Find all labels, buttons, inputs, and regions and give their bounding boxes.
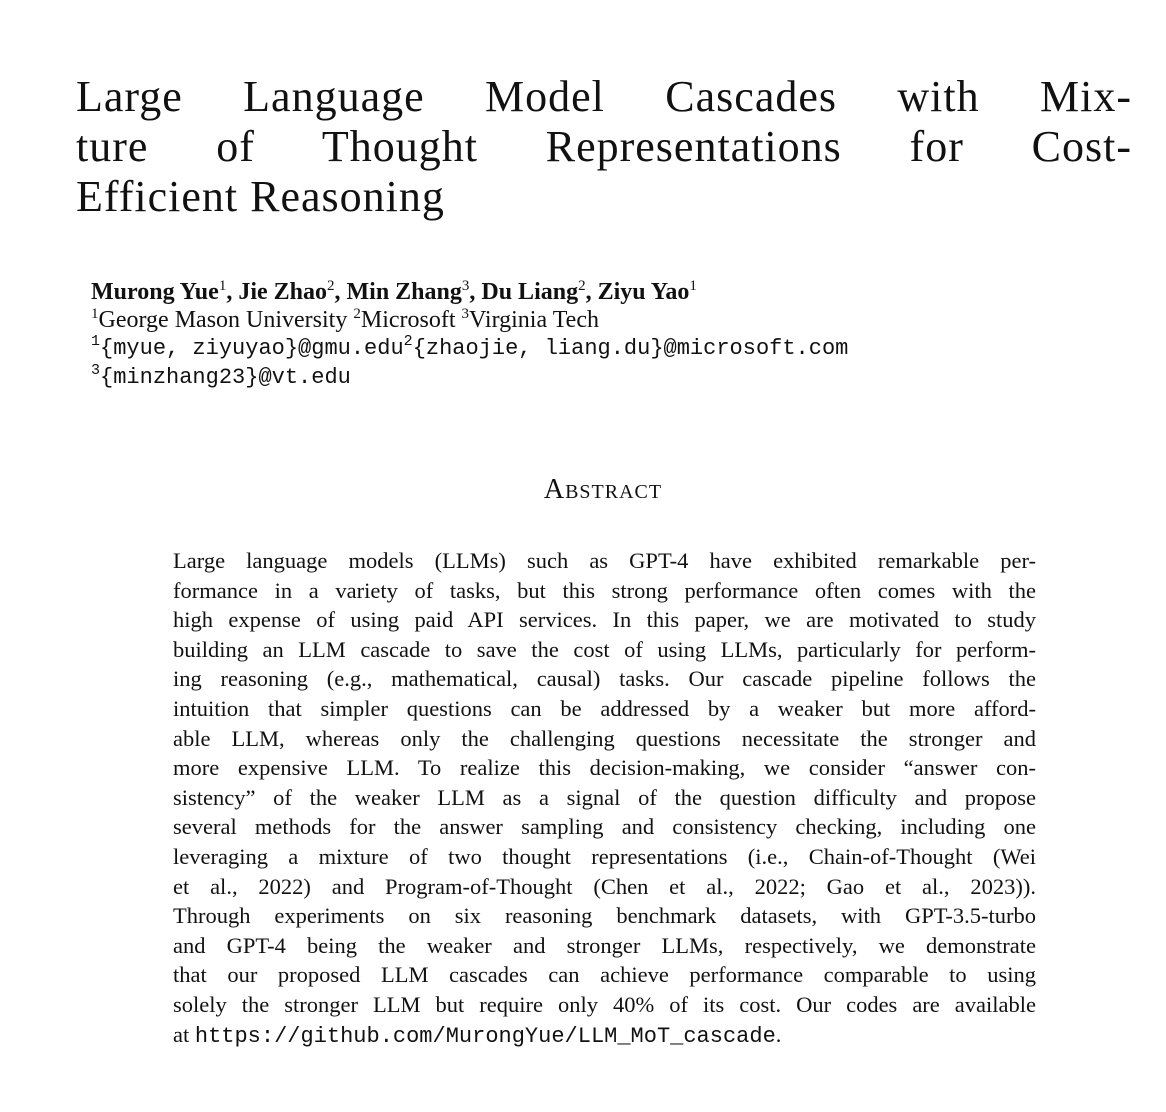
abstract-last-line [173, 1020, 1036, 1052]
affiliation: Microsoft [360, 307, 456, 333]
email: {zhaojie, liang.du}@microsoft.com [412, 336, 849, 361]
author-block [91, 278, 1091, 392]
abstract-line: that our proposed LLM cascades can achieve performance comparable to using [173, 962, 1036, 988]
abstract-line: several methods for the answer sampling and consistency checking, including one [173, 814, 1036, 840]
abstract-last-suffix: . [775, 1021, 782, 1047]
author-name: Jie Zhao [238, 279, 327, 305]
email-sup: 3 [91, 362, 101, 379]
author-sup: 3 [461, 278, 470, 294]
abstract-body [173, 546, 1036, 1051]
abstract-line: sistency” of the weaker LLM as a signal of the question difficulty and propose [173, 784, 1036, 810]
abstract-line: and GPT-4 being the weaker and stronger LLMs, respectively, we demonstrate [173, 932, 1036, 958]
author-sup: 1 [218, 278, 227, 294]
abstract-line: intuition that simpler questions can be addressed by a weaker but more afford- [173, 695, 1036, 721]
abstract-line: leveraging a mixture of two thought representations (i.e., Chain-of-Thought (Wei [173, 843, 1036, 869]
abstract-line: formance in a variety of tasks, but this strong performance often comes with the [173, 577, 1036, 603]
affiliation: Virginia Tech [469, 307, 599, 333]
affiliation-sup: 2 [353, 306, 361, 322]
code-link[interactable]: https://github.com/MurongYue/LLM_MoT_cascade [194, 1023, 776, 1049]
affiliation-sup: 1 [91, 306, 99, 322]
affiliation-sup: 3 [461, 306, 470, 322]
author-name: Murong Yue [91, 279, 219, 305]
abstract-line: ing reasoning (e.g., mathematical, causal) tasks. Our cascade pipeline follows the [173, 666, 1036, 692]
abstract-line: building an LLM cascade to save the cost of using LLMs, particularly for perform- [173, 636, 1036, 662]
abstract-line: Large language models (LLMs) such as GPT-4 have exhibited remarkable per- [173, 548, 1036, 573]
paper-title [76, 72, 1132, 222]
email: {minzhang23}@vt.edu [100, 365, 351, 390]
author-sup: 2 [327, 278, 335, 294]
abstract-line: et al., 2022) and Program-of-Thought (Chen et al., 2022; Gao et al., 2023)). [173, 873, 1036, 899]
abstract-last-prefix: at [173, 1021, 195, 1047]
abstract-line: Through experiments on six reasoning benchmark datasets, with GPT-3.5-turbo [173, 903, 1036, 929]
title-line-1: Large Language Model Cascades with Mix- [76, 72, 1132, 121]
author-sup: 1 [689, 278, 697, 294]
abstract-heading: Abstract [543, 474, 663, 505]
abstract-line: able LLM, whereas only the challenging questions necessitate the stronger and [173, 725, 1036, 751]
title-line-2: ture of Thought Representations for Cost- [76, 122, 1132, 171]
author-name: Du Liang [481, 279, 579, 305]
email-sup: 2 [403, 333, 413, 350]
affiliations [91, 306, 1091, 334]
email-line-2 [91, 363, 1091, 392]
abstract-line: solely the stronger LLM but require only 40% of its cost. Our codes are available [173, 991, 1036, 1017]
email: {myue, ziyuyao}@gmu.edu [100, 336, 404, 361]
abstract-line: more expensive LLM. To realize this decision-making, we consider “answer con- [173, 755, 1036, 781]
author-sup: 2 [578, 278, 586, 294]
email-line-1 [91, 334, 1091, 363]
title-line-3: Efficient Reasoning [76, 172, 445, 221]
author-name: Min Zhang [346, 279, 462, 305]
abstract-line: high expense of using paid API services. In this paper, we are motivated to study [173, 607, 1036, 633]
author-names: Murong Yue$^1$, Jie Zhao$^2$, Min Zhang$^3$, Du Liang$^2$, Ziyu Yao$^1$ [91, 278, 697, 305]
affiliation: George Mason University [98, 307, 348, 333]
email-sup: 1 [91, 333, 101, 350]
author-name: Ziyu Yao [597, 279, 690, 305]
